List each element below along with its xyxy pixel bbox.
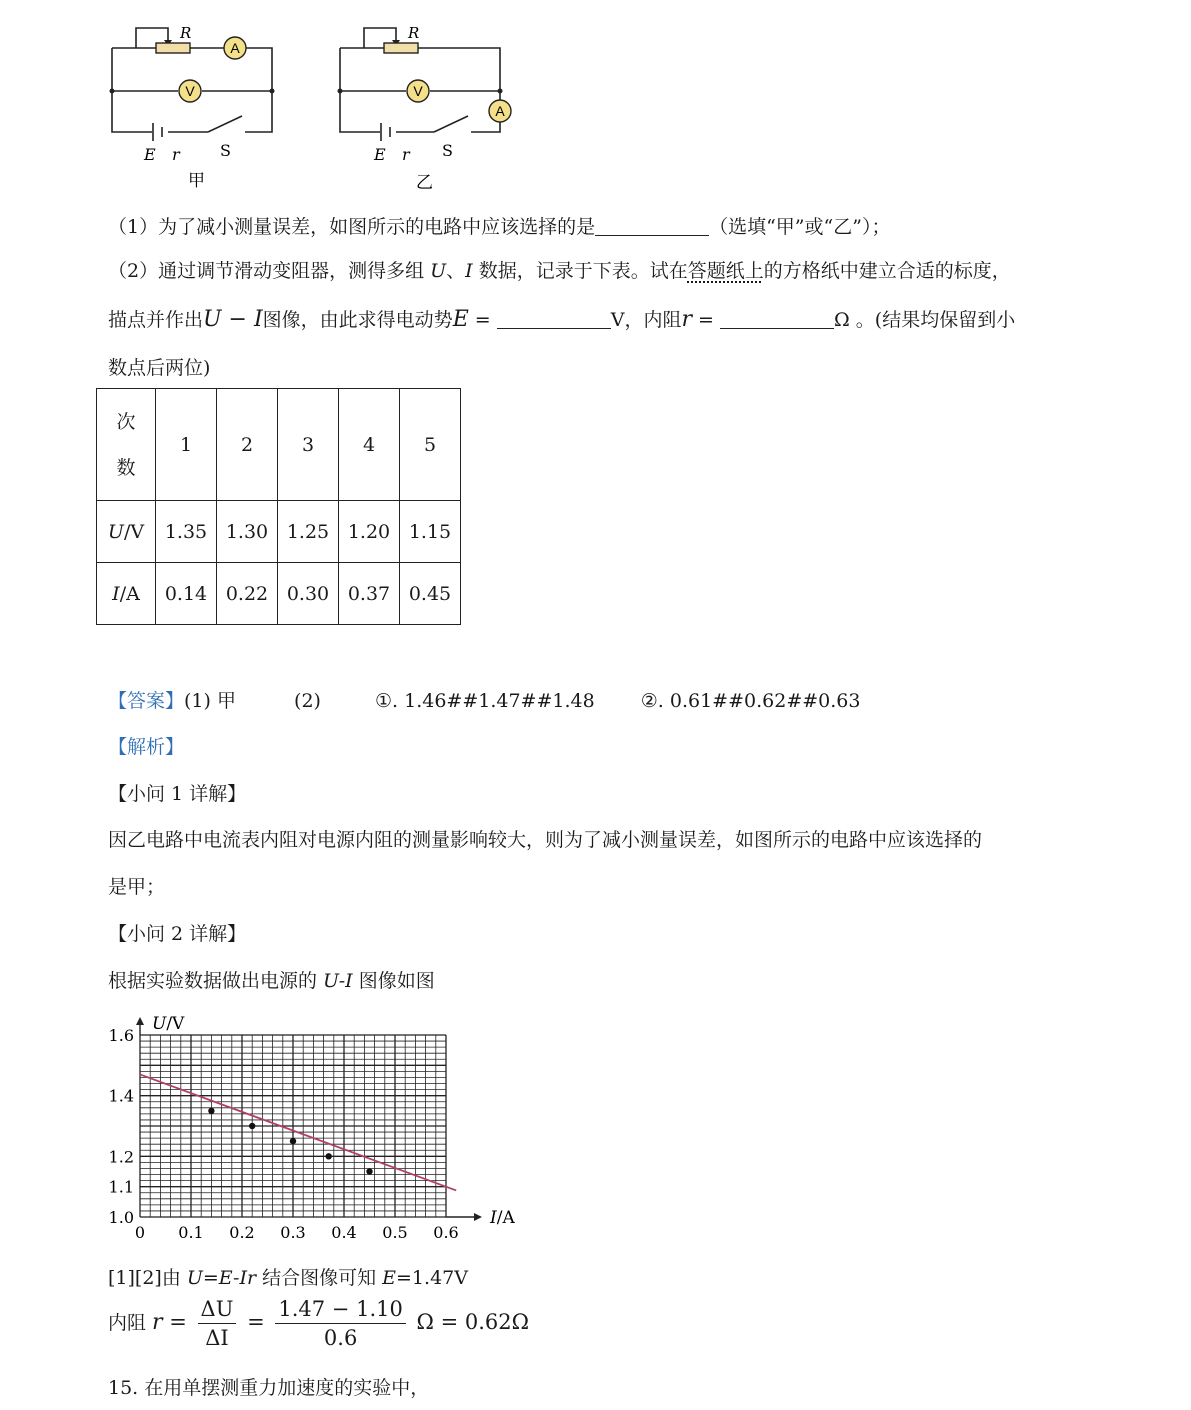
x-tick-label: 0.3 (280, 1223, 306, 1242)
row-label-u: U/V (97, 501, 156, 563)
calc-line-2: 内阻 r = $\frac{\Delta U}{\Delta I}$ = $\frac{1.47 - 1.10}{0.6}$ Ω = 0.62Ω (108, 1297, 530, 1350)
question-2-line3: 数点后两位) (108, 357, 211, 379)
circuit-yi (328, 20, 528, 192)
resistor-label: R (408, 24, 420, 42)
data-point (366, 1168, 372, 1174)
x-axis-label: I/A (490, 1208, 515, 1228)
u-i-chart (100, 1005, 530, 1250)
y-axis-arrow (136, 1017, 144, 1025)
analysis-text-1a: 因乙电路中电流表内阻对电源内阻的测量影响较大，则为了减小测量误差，如图所示的电路中应该选择的 (108, 829, 983, 851)
y-tick-label: 1.0 (108, 1208, 134, 1227)
data-point (290, 1138, 296, 1144)
table-row: U/V 1.35 1.30 1.25 1.20 1.15 (97, 501, 461, 563)
data-point (208, 1108, 214, 1114)
circuit-caption: 乙 (416, 173, 433, 192)
answer-blank-emf (497, 308, 611, 329)
fraction-values: $\frac{1.47 - 1.10}{0.6}$ (275, 1297, 405, 1350)
x-tick-label: 0.2 (229, 1223, 255, 1242)
ammeter-label: A (230, 40, 240, 56)
internal-label: r (172, 145, 180, 164)
next-question: 15. 在用单摆测重力加速度的实验中， (108, 1377, 430, 1399)
answer-blank-resistance (720, 308, 834, 329)
calc-line-1: [1][2]由 U=E-Ir 结合图像可知 E=1.47V (108, 1267, 468, 1289)
analysis-tag: 【解析】 (108, 736, 185, 758)
x-tick-label: 0.5 (382, 1223, 408, 1242)
question-2-line2: 描点并作出U − I图像，由此求得电动势E = V，内阻r = Ω 。(结果均保留到小 (108, 307, 1016, 332)
x-tick-label: 0 (134, 1223, 146, 1242)
subquestion-1-title: 【小问 1 详解】 (108, 783, 247, 805)
question-2-line1: （2）通过调节滑动变阻器，测得多组 U、I 数据，记录于下表。试在答题纸上的方格纸中建立合适的标度， (108, 260, 1011, 282)
emphasis-text: 答题纸上 (687, 260, 764, 282)
answer-blank-1 (595, 215, 709, 236)
answer-line: 【答案】(1) 甲 (2) ①. 1.46##1.47##1.48 ②. 0.61##0.62##0.63 (108, 690, 861, 712)
y-tick-label: 1.2 (108, 1147, 134, 1167)
y-tick-label: 1.4 (108, 1086, 134, 1106)
x-tick-label: 0.1 (178, 1223, 204, 1242)
table-row: 次 数 1 2 3 4 5 (97, 389, 461, 501)
subquestion-2-title: 【小问 2 详解】 (108, 923, 247, 945)
analysis-text-1b: 是甲； (108, 876, 166, 898)
x-axis-arrow (474, 1213, 482, 1221)
question-1: （1）为了减小测量误差，如图所示的电路中应该选择的是 （选填“甲”或“乙”）； (108, 216, 891, 238)
y-tick-label: 1.1 (108, 1177, 134, 1197)
row-label-i: I/A (97, 563, 156, 625)
emf-label: E (374, 145, 386, 164)
internal-label: r (402, 145, 410, 164)
data-table (96, 388, 461, 625)
answer-tag: 【答案】 (108, 690, 185, 712)
table-header-label: 次 数 (97, 389, 156, 501)
y-axis-label: U/V (152, 1014, 185, 1034)
circuit-jia (100, 20, 290, 192)
resistor-label: R (180, 24, 192, 42)
voltmeter-label: V (185, 83, 195, 99)
circuit-caption: 甲 (188, 171, 205, 191)
x-tick-label: 0.6 (433, 1223, 459, 1242)
data-point (249, 1123, 255, 1129)
table-row: I/A 0.14 0.22 0.30 0.37 0.45 (97, 563, 461, 625)
switch-label: S (220, 141, 231, 160)
voltmeter-label: V (413, 83, 423, 99)
ammeter-label: A (495, 103, 505, 119)
analysis-text-2: 根据实验数据做出电源的 U-I 图像如图 (108, 970, 435, 992)
emf-label: E (144, 145, 156, 164)
x-tick-label: 0.4 (331, 1223, 357, 1242)
switch-label: S (442, 141, 453, 160)
fraction-delta: $\frac{\Delta U}{\Delta I}$ (198, 1297, 237, 1350)
y-tick-label: 1.6 (108, 1026, 134, 1045)
data-point (326, 1153, 332, 1159)
